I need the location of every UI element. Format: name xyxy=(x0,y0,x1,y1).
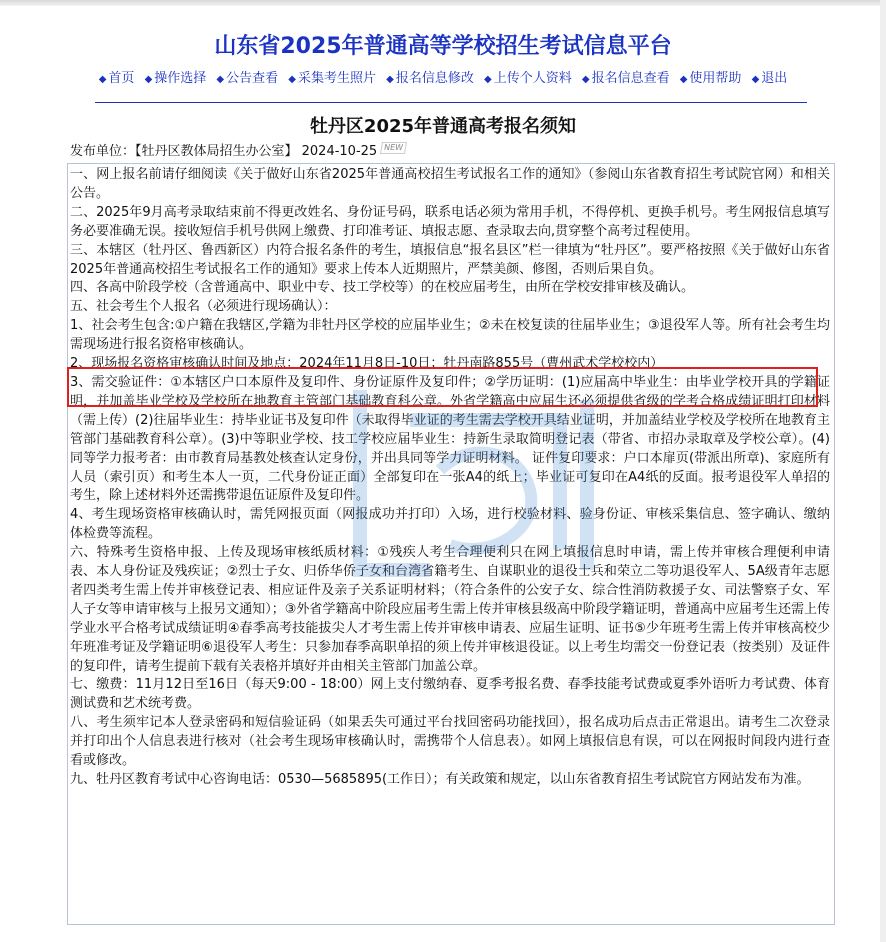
nav-upload-documents[interactable]: ◆ 上传个人资料 xyxy=(484,71,572,86)
notice-paragraph: 3、需交验证件：①本辖区户口本原件及复印件、身份证原件及复印件；②学历证明：(1)应届高中毕业生：由毕业学校开具的学籍证明，并加盖毕业学校及学校所在地教育主管部门基础教育科公章。外省学籍高中应届生还必须提供省级的学考合格成绩证明打印材料（需上传）(2)往届毕业生：持毕业证书及复印件（未取得毕业证的考生需去学校开具结业证明，并加盖结业学校及学校所在地教育主管部门基础教育科公章）。(3)中等职业学校、技工学校应届毕业生：持新生录取简明登记表（带省、市招办录取章及学校公章）。(4)同等学力报考者：由市教育局基教处核查认定身份，并出具同等学力证明材料。 证件复印要求：户口本扉页(带派出所章)、家庭所有人员（索引页）和考生本人一页，二代身份证正面）全部复印在一张A4的纸上；毕业证可复印在A4纸的反面。报考退役军人单招的考生，除上述材料外还需携带退伍证原件及复印件。 xyxy=(70,374,830,504)
notice-paragraph: 四、各高中阶段学校（含普通高中、职业中专、技工学校等）的在校应届考生，由所在学校安排审核及确认。 xyxy=(70,280,695,296)
diamond-icon: ◆ xyxy=(386,74,394,85)
notice-paragraph: 八、考生须牢记本人登录密码和短信验证码（如果丢失可通过平台找回密码功能找回），报名成功后点击正常退出。请考生二次登录并打印出个人信息表进行核对（社会考生现场审核确认时，需携带个人信息表）。如网上填报信息有误，可以在网报时间段内进行查看或修改。 xyxy=(70,715,830,769)
nav-view-registration[interactable]: ◆ 报名信息查看 xyxy=(581,71,670,86)
nav-photo-capture[interactable]: ◆ 采集考生照片 xyxy=(288,71,376,86)
notice-paragraph: 九、牡丹区教育考试中心咨询电话：0530—5685895(工作日）；有关政策和规定，以山东省教育招生考试院官方网站发布为准。 xyxy=(70,772,810,787)
notice-paragraph: 二、2025年9月高考录取结束前不得更改姓名、身份证号码，联系电话必须为常用手机，不得停机、更换手机号。考生网报信息填写务必要准确无误。接收短信手机号供网上缴费、打印准考证、填报志愿、查录取去向,贯穿整个高考过程使用。 xyxy=(70,204,830,239)
nav-edit-registration[interactable]: ◆ 报名信息修改 xyxy=(386,71,474,86)
nav-operation-select[interactable]: ◆ 操作选择 xyxy=(144,71,207,86)
notice-content xyxy=(70,166,830,790)
notice-paragraph-highlighted: 1、社会考生包含:①户籍在我辖区,学籍为非牡丹区学校的应届毕业生；②未在校复读的往届毕业生；③退役军人等。所有社会考生均需现场进行报名资格审核确认。 xyxy=(70,318,830,353)
notice-paragraph: 五、社会考生个人报名（必须进行现场确认）： xyxy=(70,299,337,315)
notice-paragraph: 七、缴费：11月12日至16日（每天9:00 - 18:00）网上支付缴纳春、夏季考报名费、春季技能考试费或夏季外语听力考试费、体育测试费和艺术统考费。 xyxy=(70,677,830,712)
diamond-icon: ◆ xyxy=(216,74,225,85)
notice-paragraph: 4、考生现场资格审核确认时，需凭网报页面（网报成功并打印）入场，进行校验材料、验身份证、审核采集信息、签字确认、缴纳体检费等流程。 xyxy=(70,507,830,542)
page-title: 牡丹区2025年普通高考报名须知 xyxy=(309,116,577,137)
publisher-line xyxy=(70,142,406,162)
nav-home[interactable]: ◆ 首页 xyxy=(98,71,135,86)
main-nav xyxy=(0,68,886,91)
notice-paragraph: 六、特殊考生资格申报、上传及现场审核纸质材料：①残疾人考生合理便利只在网上填报信息时申请，需上传并审核合理便利申请表、本人身份证及残疾证；②烈士子女、归侨华侨子女和台湾省籍考生、自谋职业的退役士兵和荣立二等功退役军人、5A级青年志愿者四类考生需上传并审核登记表、相应证件及亲子关系证明材料；（符合条件的公安子女、综合性消防救援子女、司法警察子女、军人子女等申请审核与上报另文通知）；③外省学籍高中阶段应届考生需上传并审核县级高中阶段学籍证明，普通高中应届考生还需上传学业水平合格考试成绩证明④春季高考技能拔尖人才考生需上传并审核申请表、应届生证明、证书⑤少年班考生需上传并审核高校少年班准考证及学籍证明⑥退役军人考生：只参加春季高职单招的须上传并审核退役证。以上考生均需交一份登记表（按类别）及证件的复印件，请考生提前下载有关表格并填好并由相关主管部门加盖公章。 xyxy=(70,545,830,674)
diamond-icon: ◆ xyxy=(288,74,296,85)
notice-paragraph: 一、网上报名前请仔细阅读《关于做好山东省2025年普通高校招生考试报名工作的通知》（参阅山东省教育招生考试院官网）和相关公告。 xyxy=(70,167,830,201)
diamond-icon: ◆ xyxy=(679,74,688,85)
nav-announcements[interactable]: ◆ 公告查看 xyxy=(216,71,279,86)
scrollbar[interactable] xyxy=(880,0,886,942)
new-badge: NEW xyxy=(380,142,407,154)
diamond-icon: ◆ xyxy=(581,74,590,85)
header-divider xyxy=(95,102,807,103)
diamond-icon: ◆ xyxy=(98,74,107,85)
site-header xyxy=(0,30,886,91)
diamond-icon: ◆ xyxy=(751,74,760,85)
publisher-text: 发布单位：【牡丹区教体局招生办公室】 2024-10-25 xyxy=(70,144,378,159)
diamond-icon: ◆ xyxy=(484,74,492,85)
browser-top-strip xyxy=(0,0,886,6)
notice-content-box xyxy=(67,163,835,925)
notice-paragraph: 三、本辖区（牡丹区、鲁西新区）内符合报名条件的考生，填报信息“报名县区”栏一律填为“牡丹区”。要严格按照《关于做好山东省2025年普通高校招生考试报名工作的通知》要求上传本人近期照片，严禁美颜、修图，否则后果自负。 xyxy=(70,242,830,277)
nav-help[interactable]: ◆ 使用帮助 xyxy=(679,71,742,86)
diamond-icon: ◆ xyxy=(144,74,153,85)
site-title: 山东省2025年普通高等学校招生考试信息平台 xyxy=(214,34,672,59)
nav-logout[interactable]: ◆ 退出 xyxy=(751,71,788,86)
notice-paragraph: 2、现场报名资格审核确认时间及地点：2024年11月8日-10日；牡丹南路855号（曹州武术学校校内） xyxy=(70,356,664,372)
